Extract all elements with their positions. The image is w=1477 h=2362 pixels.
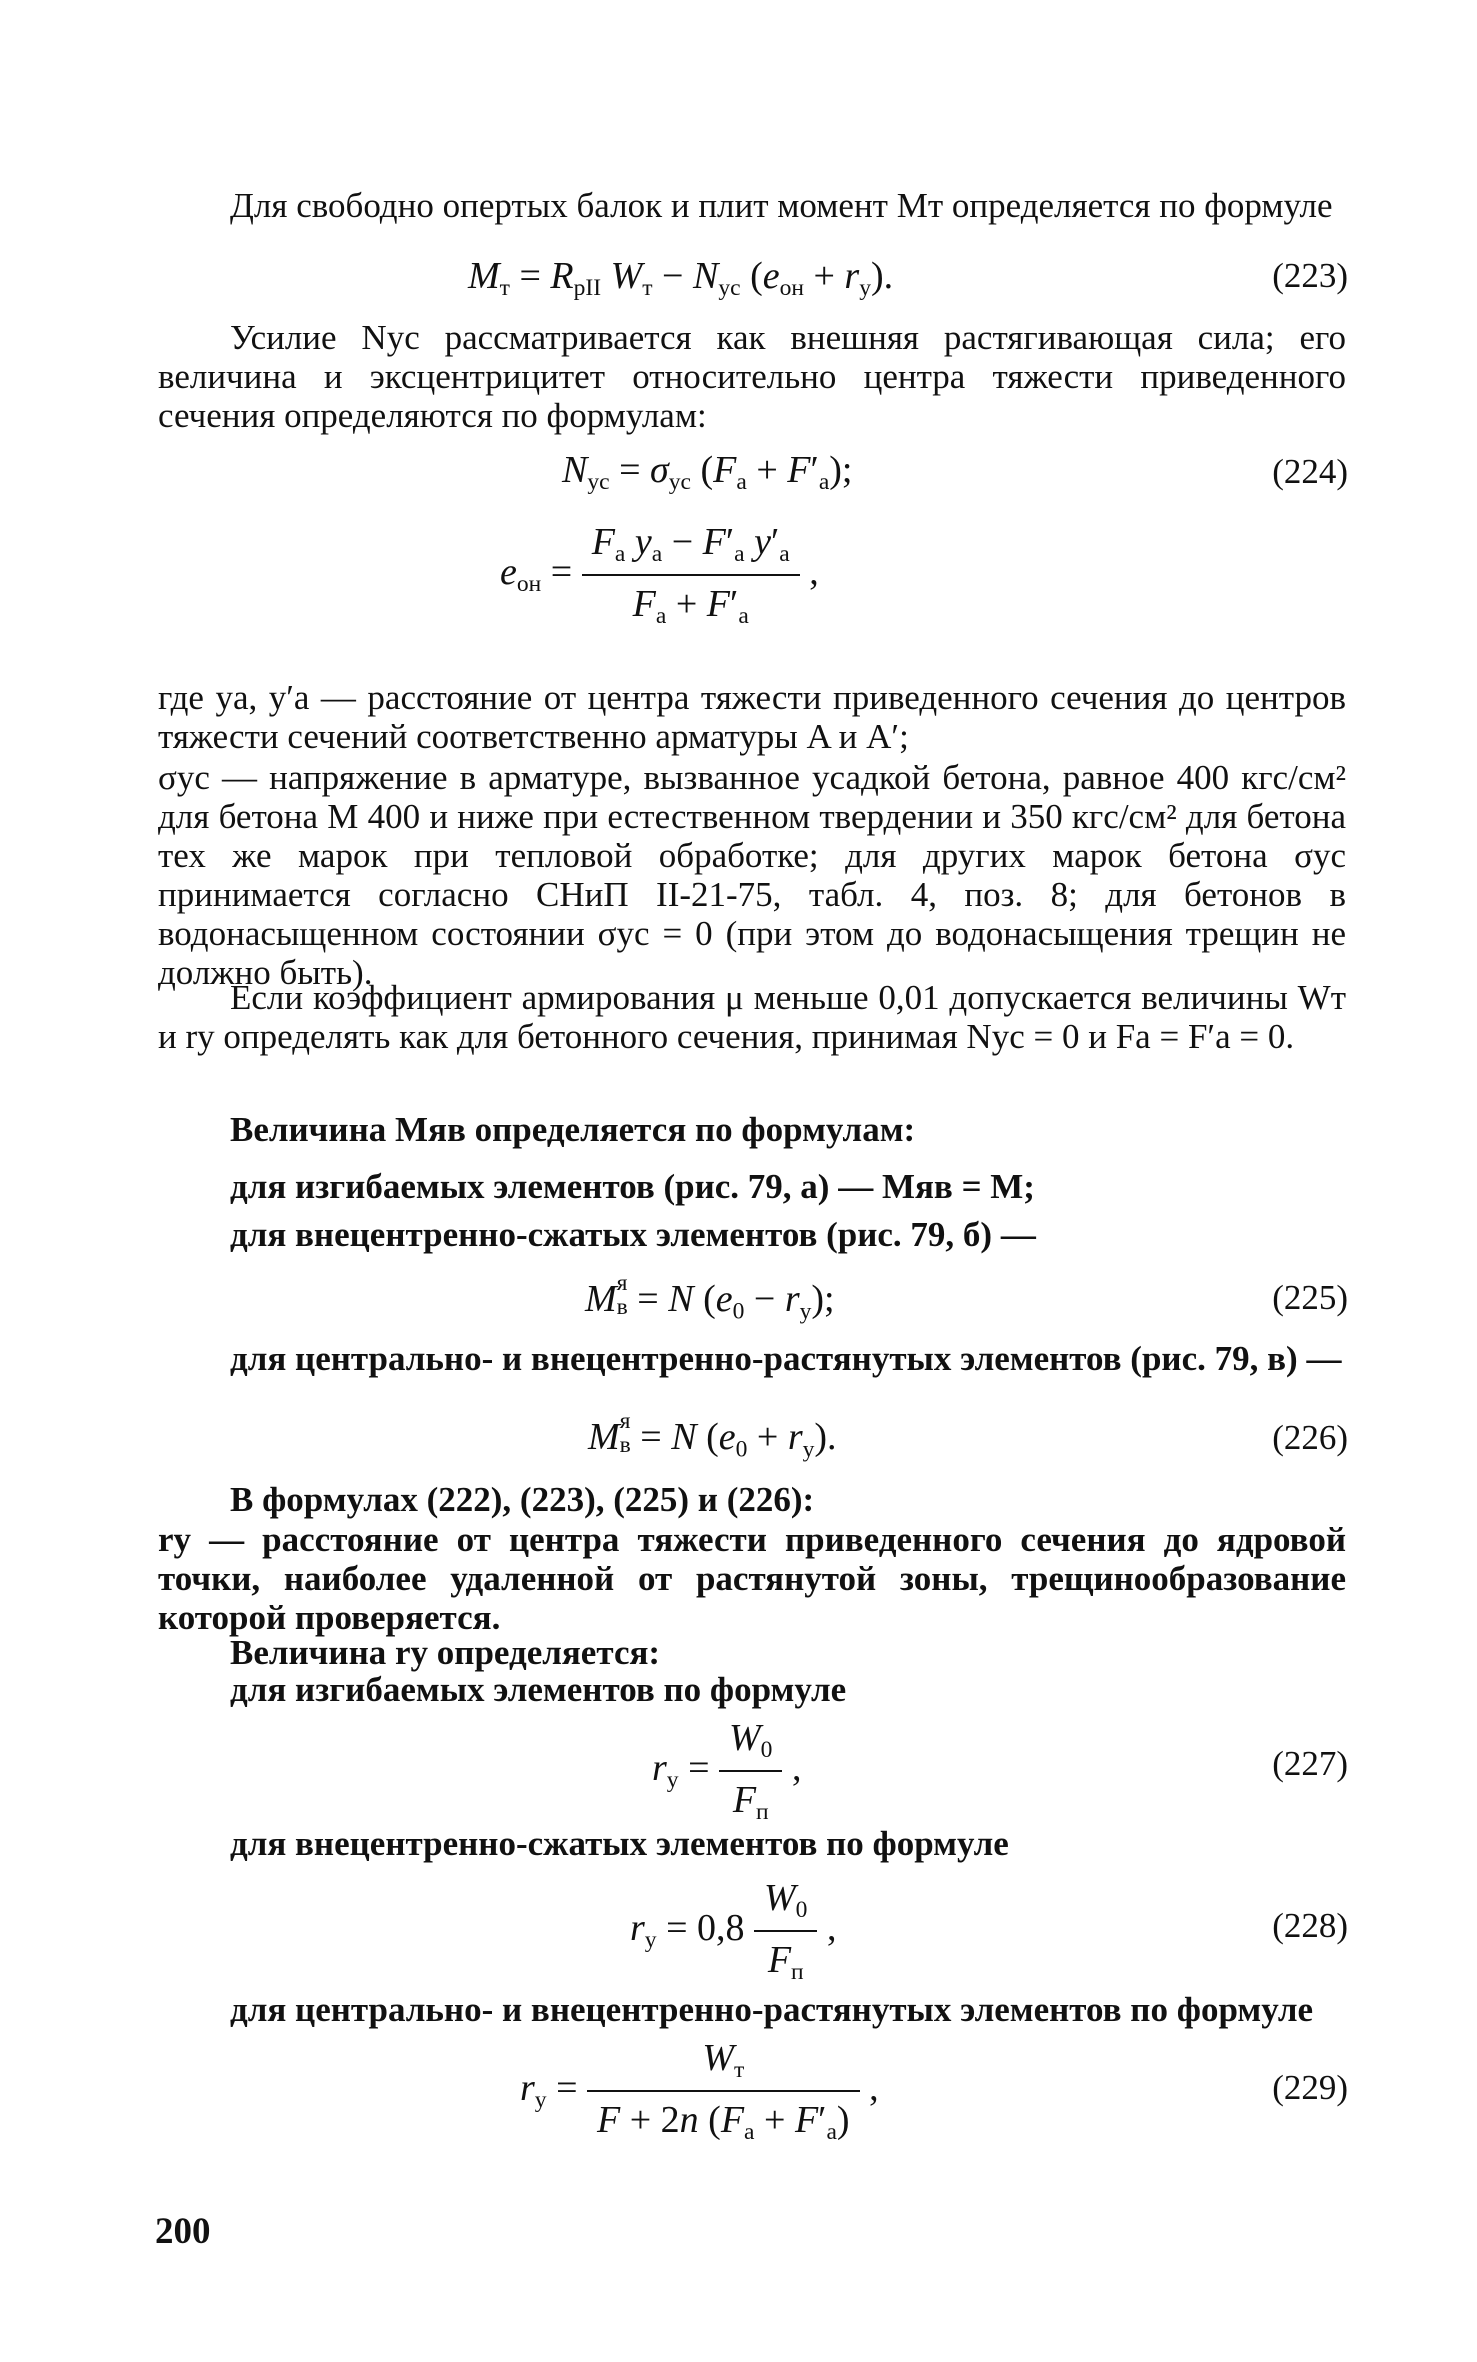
paragraph-intro-223: Для свободно опертых балок и плит момент Mт определяется по формуле — [230, 186, 1333, 225]
equation-number-225: (225) — [1272, 1278, 1348, 1317]
line-compression-formula: для внецентренно-сжатых элементов по формуле — [230, 1824, 1009, 1863]
equation-226: M я в = N $(e_0 + r_у)$. — [588, 1408, 837, 1463]
equation-228: $r_у = 0,8$ $\frac{W_0}{F_п}$ , — [630, 1877, 837, 1986]
paragraph-nys: Усилие Nус рассматривается как внешняя растягивающая сила; его величина и эксцентрицитет относительно центра тяжести приведенного сечения определяются по формулам: — [158, 318, 1346, 435]
line-bending-formula: для изгибаемых элементов по формуле — [230, 1670, 847, 1709]
equation-number-229: (229) — [1272, 2068, 1348, 2107]
equation-number-227: (227) — [1272, 1744, 1348, 1783]
equation-224-nys: $N_{ус} = \sigma_{ус}$ $(F_а + F'_а)$; — [562, 449, 853, 496]
line-bending: для изгибаемых элементов (рис. 79, а) — Mяв = M; — [230, 1167, 1035, 1206]
line-tension: для центрально- и внецентренно-растянутых элементов (рис. 79, в) — — [230, 1339, 1342, 1378]
equation-number-224: (224) — [1272, 452, 1348, 491]
paragraph-reinforcement-ratio: Если коэффициент армирования μ меньше 0,01 допускается величины Wт и rу определять как для бетонного сечения, принимая Nус = 0 и Fа = F′а = 0. — [158, 978, 1346, 1056]
equation-225: M я в = N $(e_0 - r_у)$; — [585, 1270, 835, 1325]
line-compression: для внецентренно-сжатых элементов (рис. 79, б) — — [230, 1215, 1036, 1254]
equation-number-226: (226) — [1272, 1418, 1348, 1457]
equation-number-228: (228) — [1272, 1906, 1348, 1945]
heading-formulas: В формулах (222), (223), (225) и (226): — [230, 1480, 815, 1519]
line-tension-formula: для центрально- и внецентренно-растянутых элементов по формуле — [230, 1990, 1314, 2029]
heading-ry: Величина rу определяется: — [230, 1633, 661, 1672]
equation-224-eon: $e_{он}$ = $\frac{F_а y_а - F'_а y'_а}{F_а + F'_а}$ , — [500, 521, 819, 630]
paragraph-sigma-definition: σус — напряжение в арматуре, вызванное усадкой бетона, равное 400 кгс/см² для бетона М 400 и ниже при естественном твердении и 350 кгс/см² для бетона тех же марок при тепловой обработке; для других марок бетона σус принимается согласно СНиП II-21-75, табл. 4, поз. 8; для бетонов в водонасыщенном состоянии σус = 0 (при этом до водонасыщения трещин не должно быть). — [158, 758, 1346, 992]
equation-223: $M_т = R_{pII}$ $W_т - N_{ус}$ $(e_{он} + r_у)$. — [468, 255, 894, 302]
heading-mv: Величина Mяв определяется по формулам: — [230, 1110, 916, 1149]
equation-227: $r_у$ = $\frac{W_0}{F_п}$ , — [652, 1717, 802, 1826]
paragraph-where-ya: где yа, y′а — расстояние от центра тяжести приведенного сечения до центров тяжести сечений соответственно арматуры A и A′; — [158, 678, 1346, 756]
equation-number-223: (223) — [1272, 256, 1348, 295]
page-number: 200 — [155, 2211, 211, 2252]
equation-229: $r_у$ = $\frac{W_т}{F + 2n (F_а + F'_а)}$ , — [520, 2037, 879, 2146]
paragraph-ry-definition: rу — расстояние от центра тяжести приведенного сечения до ядровой точки, наиболее удаленной от растянутой зоны, трещинообразование которой проверяется. — [158, 1520, 1346, 1637]
